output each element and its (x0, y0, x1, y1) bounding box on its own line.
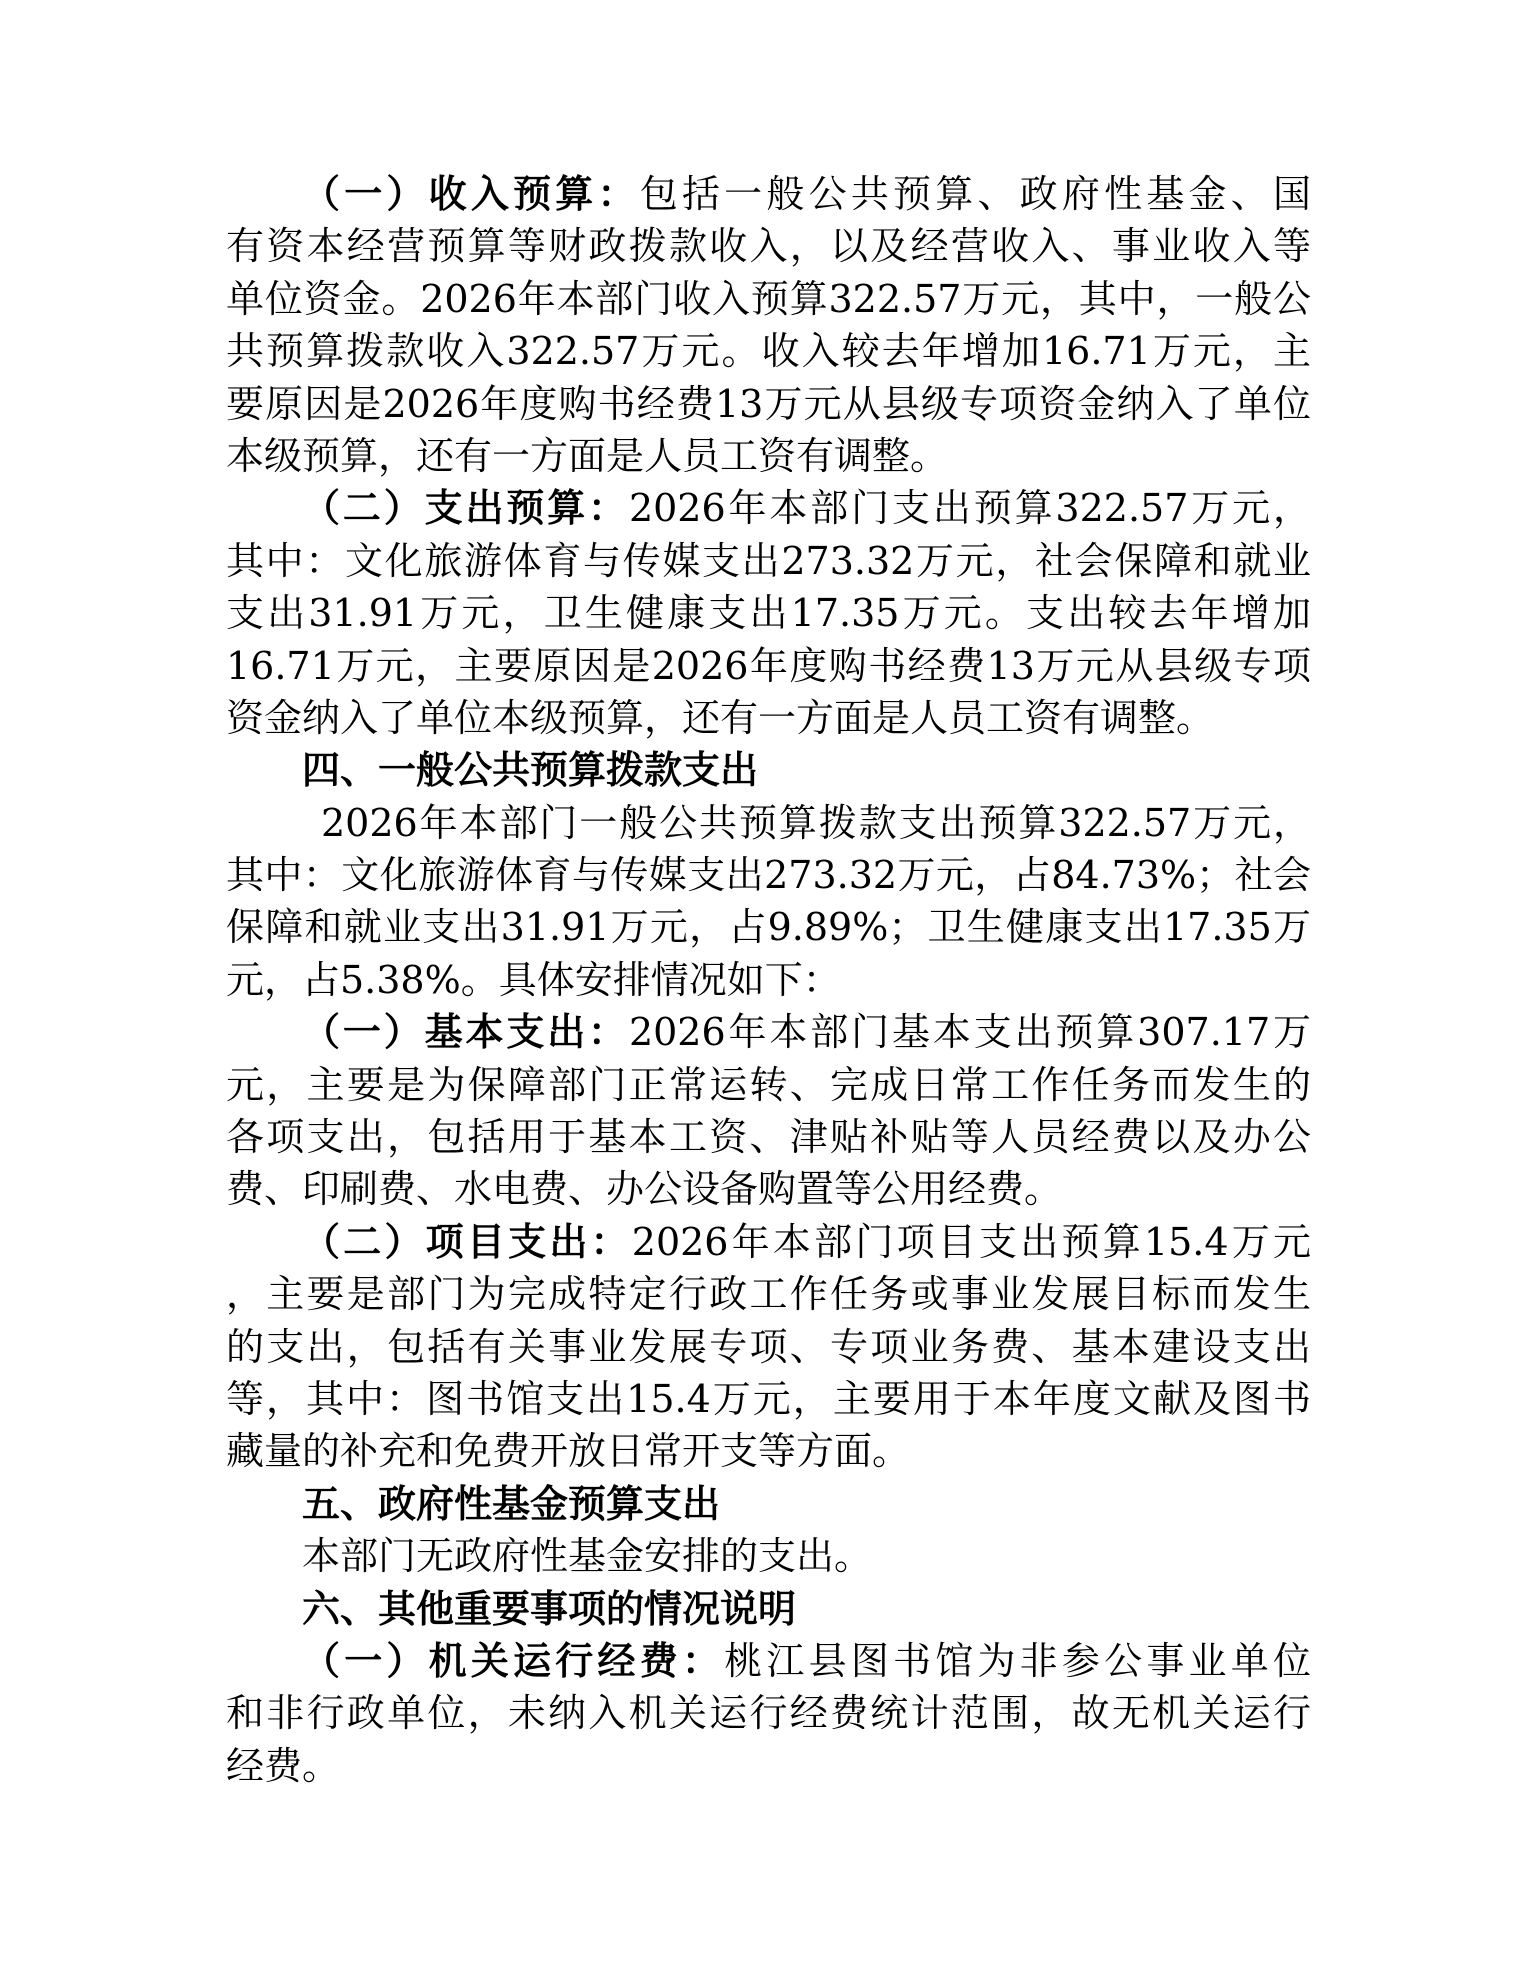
text-line (226, 744, 1311, 796)
text-line (226, 1425, 1311, 1477)
text-line (226, 430, 1311, 482)
text-segment: 藏量的补充和免费开放日常开支等方面。 (226, 1429, 911, 1474)
text-segment-bold: 六、其他重要事项的情况说明 (302, 1585, 797, 1631)
text-line (226, 1687, 1311, 1739)
text-segment: 要原因是2026年度购书经费13万元从县级专项资金纳入了单位 (226, 381, 1311, 426)
text-line (226, 1583, 1311, 1635)
text-segment-bold: （一）基本支出： (302, 1009, 629, 1055)
text-line (226, 1006, 1311, 1058)
text-line (226, 378, 1311, 430)
text-line (226, 1111, 1311, 1163)
text-segment: 经费。 (226, 1743, 341, 1788)
text-segment: 桃江县图书馆为非参公事业单位 (724, 1638, 1311, 1683)
text-line (226, 482, 1311, 534)
text-line (226, 797, 1311, 849)
text-segment: 其中：文化旅游体育与传媒支出273.32万元，社会保障和就业 (226, 538, 1311, 583)
text-line (226, 954, 1311, 1006)
text-segment: 保障和就业支出31.91万元，占9.89%；卫生健康支出17.35万 (226, 905, 1311, 950)
text-segment: 各项支出，包括用于基本工资、津贴补贴等人员经费以及办公 (226, 1115, 1311, 1160)
text-line (226, 1321, 1311, 1373)
text-segment: 2026年本部门项目支出预算15.4万元 (631, 1219, 1311, 1264)
text-line (226, 1163, 1311, 1215)
text-segment: 16.71万元，主要原因是2026年度购书经费13万元从县级专项 (226, 643, 1311, 688)
text-line (226, 535, 1311, 587)
text-line (226, 325, 1311, 377)
text-segment: 2026年本部门一般公共预算拨款支出预算322.57万元， (321, 800, 1311, 845)
text-line (226, 1059, 1311, 1111)
text-line (226, 901, 1311, 953)
text-segment: 包括一般公共预算、政府性基金、国 (639, 172, 1311, 216)
text-segment-bold: （二）项目支出： (302, 1218, 632, 1264)
text-segment: 有资本经营预算等财政拨款收入，以及经营收入、事业收入等 (226, 224, 1311, 269)
text-segment: 资金纳入了单位本级预算，还有一方面是人员工资有调整。 (226, 695, 1215, 740)
text-segment: 本部门无政府性基金安排的支出。 (302, 1534, 873, 1579)
text-line (226, 168, 1311, 220)
text-segment-bold: （一）机关运行经费： (302, 1637, 725, 1683)
text-segment: 2026年本部门基本支出预算307.17万 (628, 1010, 1311, 1055)
text-line (226, 1268, 1311, 1320)
text-segment: 共预算拨款收入322.57万元。收入较去年增加16.71万元，主 (226, 329, 1311, 374)
text-segment: 本级预算，还有一方面是人员工资有调整。 (226, 433, 949, 478)
text-line (226, 849, 1311, 901)
text-line (226, 1740, 1311, 1792)
text-segment: 和非行政单位，未纳入机关运行经费统计范围，故无机关运行 (226, 1691, 1311, 1736)
text-segment-bold: 四、一般公共预算拨款支出 (302, 747, 759, 793)
text-segment: 元，占5.38%。具体安排情况如下： (226, 957, 841, 1002)
text-segment: 的支出，包括有关事业发展专项、专项业务费、基本建设支出 (226, 1324, 1311, 1369)
text-line (226, 1373, 1311, 1425)
text-segment: 支出31.91万元，卫生健康支出17.35万元。支出较去年增加 (226, 591, 1311, 636)
text-segment: 单位资金。2026年本部门收入预算322.57万元，其中，一般公 (226, 276, 1311, 321)
text-segment: 其中：文化旅游体育与传媒支出273.32万元，占84.73%；社会 (226, 853, 1311, 898)
document-text-block (226, 168, 1311, 1792)
text-line (226, 1635, 1311, 1687)
text-line (226, 1216, 1311, 1268)
text-segment: 费、印刷费、水电费、办公设备购置等公用经费。 (226, 1167, 1063, 1212)
text-line (226, 1478, 1311, 1530)
text-segment-bold: （二）支出预算： (302, 485, 629, 531)
text-segment: 2026年本部门支出预算322.57万元， (628, 486, 1311, 531)
text-segment: 等，其中：图书馆支出15.4万元，主要用于本年度文献及图书 (226, 1376, 1311, 1421)
text-line (226, 587, 1311, 639)
text-segment-bold: 五、政府性基金预算支出 (302, 1480, 721, 1526)
text-line (226, 273, 1311, 325)
text-line (226, 1530, 1311, 1582)
text-segment-bold: （一）收入预算： (302, 171, 640, 216)
text-line (226, 692, 1311, 744)
text-segment: 元，主要是为保障部门正常运转、完成日常工作任务而发生的 (226, 1062, 1311, 1107)
text-line (226, 640, 1311, 692)
text-segment: ，主要是部门为完成特定行政工作任务或事业发展目标而发生 (226, 1272, 1311, 1317)
text-line (226, 220, 1311, 272)
